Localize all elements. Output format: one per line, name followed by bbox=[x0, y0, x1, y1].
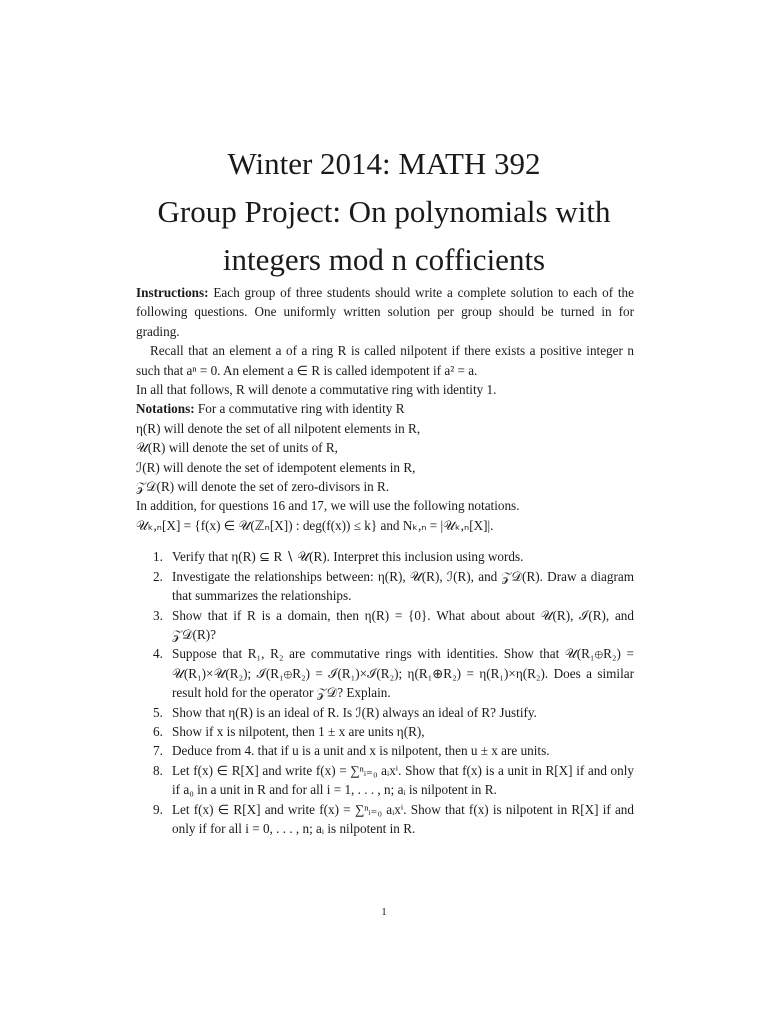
question-text: Investigate the relationships between: η(R), 𝒰(R), ℐ(R), and 𝒵𝒟(R). Draw a diagram that summarizes the relationships. bbox=[172, 568, 634, 604]
recall-paragraph: Recall that an element a of a ring R is called nilpotent if there exists a positive integer n such that aⁿ = 0. An element a ∈ R is called idempotent if a² = a. bbox=[136, 343, 634, 378]
question-item bbox=[136, 606, 634, 645]
instructions-text: Each group of three students should write a complete solution to each of the following questions. One uniformly written solution per group should be turned in for grading. bbox=[136, 285, 634, 339]
question-item bbox=[136, 722, 634, 741]
question-text: Suppose that R₁, R₂ are commutative rings with identities. Show that 𝒰(R₁⊕R₂) = 𝒰(R₁)×𝒰(R₂); ℐ(R₁⊕R₂) = ℐ(R₁)×ℐ(R₂); η(R₁⊕R₂) = η(R₁)×η(R₂). Does a similar result hold for the operator 𝒵𝒟? Explain. bbox=[172, 646, 634, 701]
question-text: Show that η(R) is an ideal of R. Is ℐ(R) always an ideal of R? Justify. bbox=[172, 704, 537, 720]
document-title bbox=[0, 140, 768, 284]
question-text: Deduce from 4. that if u is a unit and x is nilpotent, then u ± x are units. bbox=[172, 743, 550, 759]
notations-definition: 𝒰ₖ,ₙ[X] = {f(x) ∈ 𝒰(ℤₙ[X]) : deg(f(x)) ≤ k} and Nₖ,ₙ = |𝒰ₖ,ₙ[X]|. bbox=[136, 517, 494, 533]
question-number: 6. bbox=[153, 723, 163, 739]
notations-intro: For a commutative ring with identity R bbox=[197, 401, 405, 417]
question-number: 3. bbox=[153, 607, 163, 623]
notations-addition: In addition, for questions 16 and 17, we will use the following notations. bbox=[136, 498, 520, 514]
notation-item: 𝒵𝒟(R) will denote the set of zero-divisors in R. bbox=[136, 479, 390, 495]
title-line-3: integers mod n cofficients bbox=[222, 242, 546, 277]
question-item bbox=[136, 703, 634, 722]
question-number: 1. bbox=[153, 549, 163, 565]
notation-item: 𝒰(R) will denote the set of units of R, bbox=[136, 440, 338, 456]
title-line-1: Winter 2014: MATH 392 bbox=[227, 146, 541, 181]
document-body bbox=[136, 283, 634, 838]
question-item bbox=[136, 800, 634, 839]
question-list bbox=[136, 547, 634, 838]
notations-label: Notations: bbox=[136, 401, 195, 417]
notation-item: η(R) will denote the set of all nilpotent elements in R, bbox=[136, 420, 421, 436]
question-item bbox=[136, 644, 634, 702]
question-number: 8. bbox=[153, 762, 163, 778]
question-number: 4. bbox=[153, 646, 163, 662]
question-number: 7. bbox=[153, 743, 163, 759]
question-text: Show that if R is a domain, then η(R) = {0}. What about about 𝒰(R), ℐ(R), and 𝒵𝒟(R)? bbox=[172, 607, 634, 642]
instructions-paragraph bbox=[136, 283, 634, 341]
question-text: Let f(x) ∈ R[X] and write f(x) = ∑ⁿᵢ₌₀ aᵢxⁱ. Show that f(x) is a unit in R[X] if and only if a₀ in a unit in R and for all i = 1, . . . , n; aᵢ is nilpotent in R. bbox=[172, 762, 634, 798]
page-number: 1 bbox=[381, 906, 387, 918]
notation-item: ℐ(R) will denote the set of idempotent elements in R, bbox=[136, 459, 416, 475]
question-item bbox=[136, 761, 634, 800]
question-text: Let f(x) ∈ R[X] and write f(x) = ∑ⁿᵢ₌₀ aᵢxⁱ. Show that f(x) is nilpotent in R[X] if and only if for all i = 0, . . . , n; aᵢ is nilpotent in R. bbox=[172, 801, 634, 836]
notations-paragraph bbox=[136, 399, 634, 418]
question-number: 9. bbox=[153, 801, 163, 817]
question-number: 2. bbox=[153, 568, 163, 584]
question-number: 5. bbox=[153, 704, 163, 720]
question-item bbox=[136, 567, 634, 606]
question-text: Verify that η(R) ⊆ R ∖ 𝒰(R). Interpret this inclusion using words. bbox=[172, 549, 524, 565]
assumption-paragraph: In all that follows, R will denote a commutative ring with identity 1. bbox=[136, 382, 497, 398]
title-line-2: Group Project: On polynomials with bbox=[157, 194, 611, 229]
question-item bbox=[136, 547, 634, 566]
instructions-label: Instructions: bbox=[136, 285, 209, 300]
question-item bbox=[136, 741, 634, 760]
question-text: Show if x is nilpotent, then 1 ± x are units η(R), bbox=[172, 723, 425, 739]
